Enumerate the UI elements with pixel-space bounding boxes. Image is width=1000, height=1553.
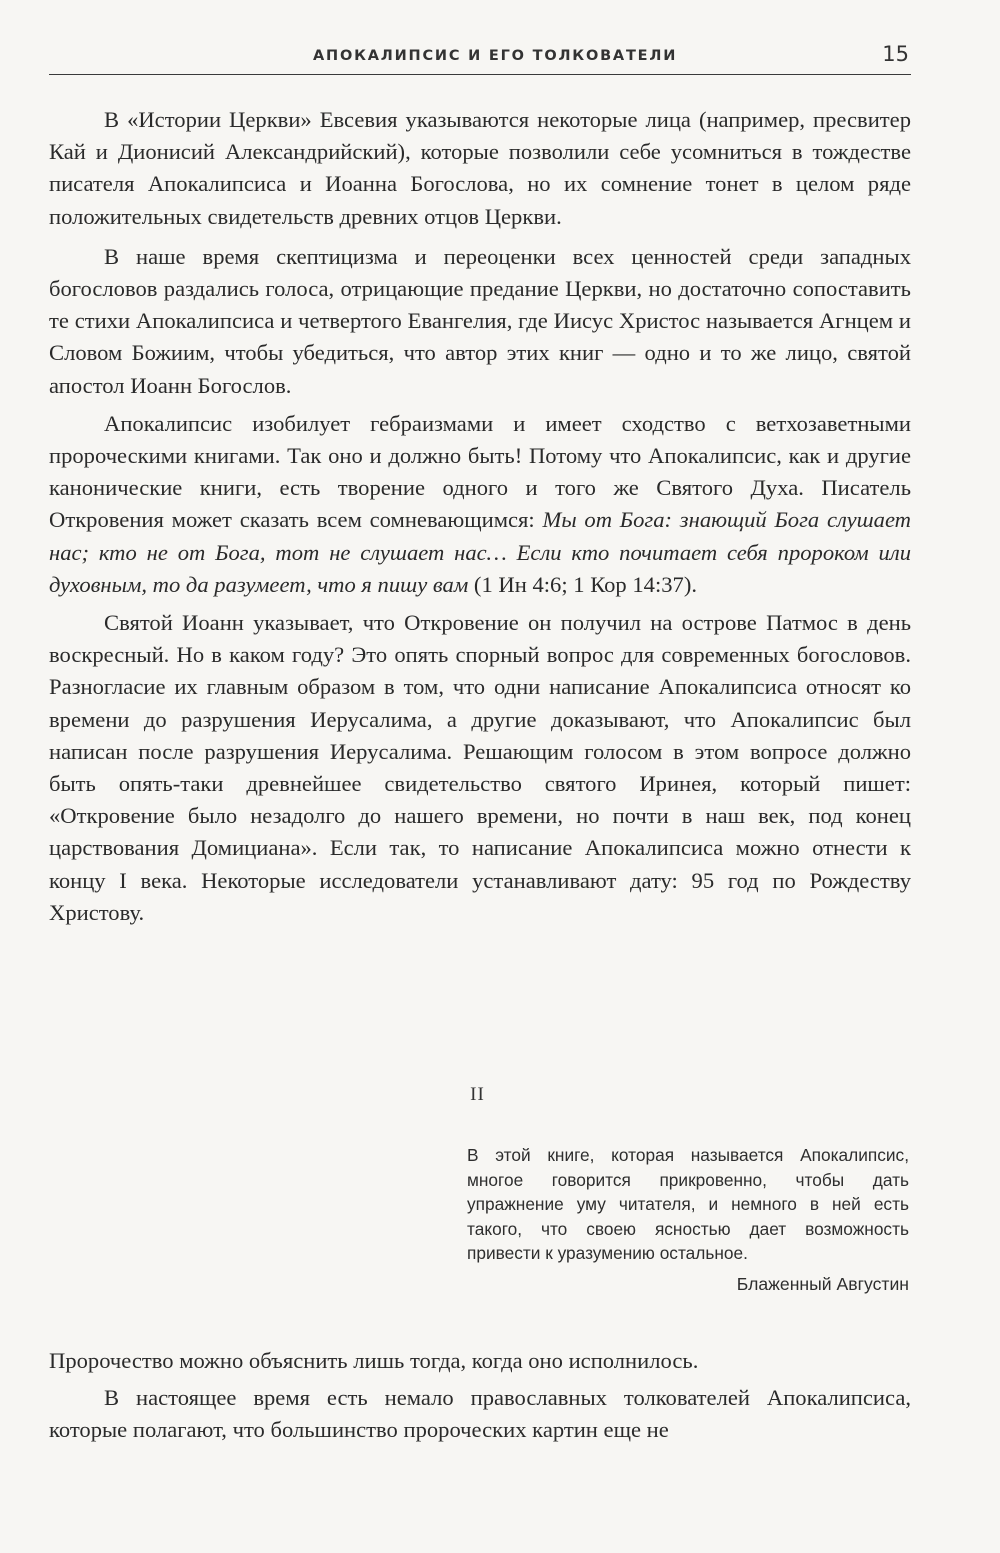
paragraph-dating: Святой Иоанн указывает, что Откровение он получил на острове Патмос в день воскресный. Но в каком году? Это опять спорный вопрос для современных богословов. Разногласие их главным образом в том, что одни написание Апокалипсиса относят ко времени до разрушения Иерусалима, а другие доказывают, что Апокалипсис был написан после разрушения Иерусалима. Решающим голосом в этом вопросе должно быть опять-таки древнейшее свидетельство святого Иринея, который пишет: «Откровение было незадолго до нашего времени, но почти в наш век, под конец царствования Домициана». Если так, то написание Апокалипсиса можно отнести к концу I века. Некоторые исследователи устанавливают дату: 95 год по Рождеству Христову.	[49, 610, 911, 925]
paragraph-hebraisms-text: Апокалипсис изобилует гебраизмами и имеет сходство с ветхозаветными пророческими книгами. Так оно и должно быть! Потому что Апокалипсис, как и другие канонические книги, есть творение одного и того же Святого Духа. Писатель Откровения может сказать всем сомневающимся:	[49, 410, 911, 533]
section-text	[49, 1345, 911, 1452]
scripture-quote: Мы от Бога: знающий Бога слушает нас; кто не от Бога, тот не слушает нас… Если кто почитает себя пророком или духовным, то да разумеет, что я пишу вам	[49, 507, 911, 597]
scripture-reference: (1 Ин 4:6; 1 Кор 14:37).	[473, 571, 698, 597]
section-number: II	[470, 1084, 485, 1105]
body-text	[49, 104, 911, 935]
paragraph-eusebius: В «Истории Церкви» Евсевия указываются некоторые лица (например, пресвитер Кай и Дионисий Александрийский), которые позволили себе усомниться в тождестве писателя Апокалипсиса и Иоанна Богослова, но их сомнение тонет в целом ряде положительных свидетельств древних отцов Церкви.	[49, 107, 911, 229]
epigraph-text: В этой книге, которая называется Апокалипсис, многое говорится прикровенно, чтобы дать упражнение уму читателя, и немного в ней есть такого, что своею ясностью дает возможность привести к уразумению остальное.	[467, 1145, 909, 1264]
epigraph-author: Блаженный Августин	[736, 1273, 909, 1294]
epigraph	[467, 1143, 909, 1297]
page-number: 15	[882, 42, 909, 66]
running-header	[49, 42, 911, 75]
paragraph-interpreters: В настоящее время есть немало православных толкователей Апокалипсиса, которые полагают, что большинство пророческих картин еще не	[49, 1385, 911, 1443]
running-title: АПОКАЛИПСИС И ЕГО ТОЛКОВАТЕЛИ	[313, 48, 678, 64]
paragraph-hebraisms	[49, 408, 911, 601]
paragraph-skepticism: В наше время скептицизма и переоценки всех ценностей среди западных богословов раздались голоса, отрицающие предание Церкви, но достаточно сопоставить те стихи Апокалипсиса и четвертого Евангелия, где Иисус Христос называется Агнцем и Словом Божиим, чтобы убедиться, что автор этих книг — одно и то же лицо, святой апостол Иоанн Богослов.	[49, 243, 911, 398]
paragraph-prophecy: Пророчество можно объяснить лишь тогда, когда оно исполнилось.	[49, 1348, 699, 1373]
